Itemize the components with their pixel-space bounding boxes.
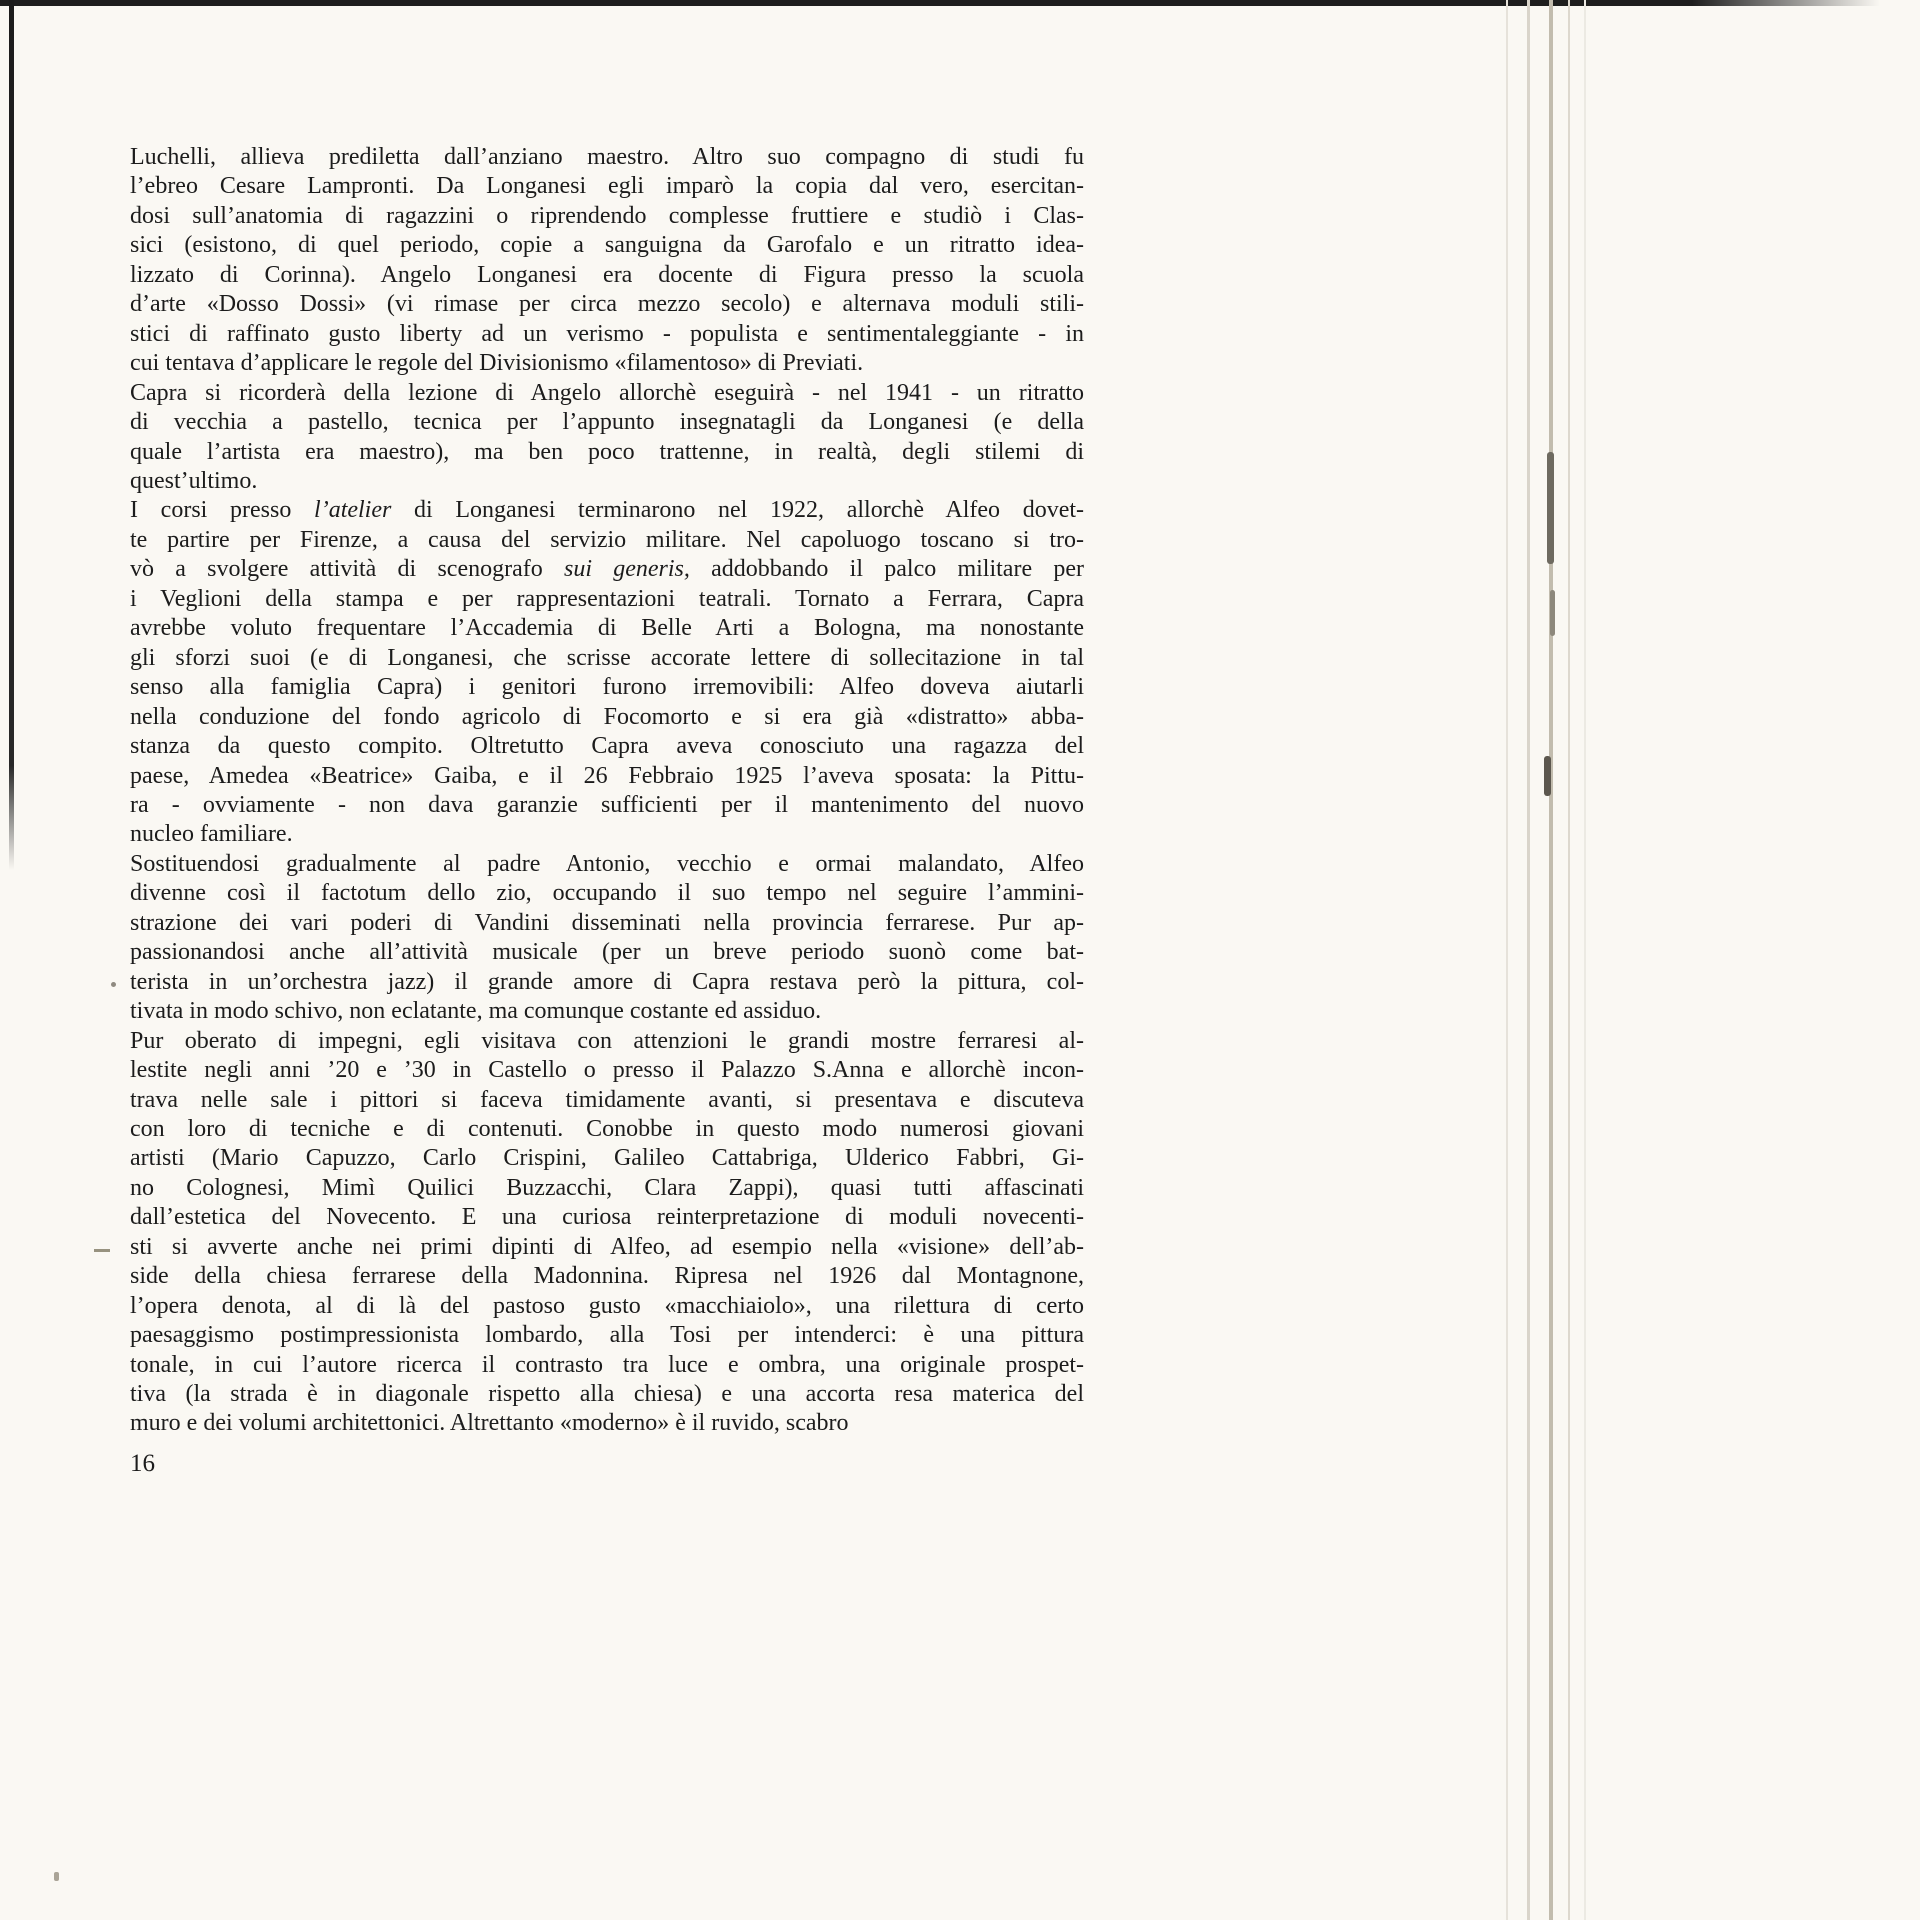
text-line: dall’estetica del Novecento. E una curiosa reinterpretazione di moduli novecenti-	[130, 1204, 1084, 1231]
text-line: side della chiesa ferrarese della Madonnina. Ripresa nel 1926 dal Montagnone,	[130, 1263, 1084, 1290]
text-line: no Colognesi, Mimì Quilici Buzzacchi, Clara Zappi), quasi tutti affascinati	[130, 1174, 1084, 1201]
text-line: muro e dei volumi architettonici. Altrettanto «moderno» è il ruvido, scabro	[130, 1410, 849, 1437]
text-line: strazione dei vari poderi di Vandini disseminati nella provincia ferrarese. Pur ap-	[130, 909, 1084, 936]
text-line: sici (esistono, di quel periodo, copie a sanguigna da Garofalo e un ritratto idea-	[130, 232, 1084, 259]
book-page-edge-line	[1527, 0, 1530, 1920]
book-page-edge-line	[1506, 0, 1508, 1920]
text-line: con loro di tecniche e di contenuti. Conobbe in questo modo numerosi giovani	[130, 1115, 1084, 1142]
text-line: cui tentava d’applicare le regole del Divisionismo «filamentoso» di Previati.	[130, 350, 864, 377]
text-line: I corsi presso l’atelier di Longanesi terminarono nel 1922, allorchè Alfeo dovet-	[130, 497, 1085, 524]
paragraph	[130, 379, 1084, 497]
text-line: avrebbe voluto frequentare l’Accademia di Belle Arti a Bologna, ma nonostante	[130, 615, 1084, 642]
text-line: l’ebreo Cesare Lampronti. Da Longanesi egli imparò la copia dal vero, esercitan-	[130, 173, 1084, 200]
text-line: terista in un’orchestra jazz) il grande amore di Capra restava però la pittura, col-	[130, 968, 1084, 995]
text-line: sti si avverte anche nei primi dipinti di Alfeo, ad esempio nella «visione» dell’ab-	[130, 1233, 1084, 1260]
scan-speck	[111, 982, 116, 987]
text-line: ra - ovviamente - non dava garanzie sufficienti per il mantenimento del nuovo	[130, 791, 1084, 818]
body-text	[130, 143, 1084, 1439]
text-line: quale l’artista era maestro), ma ben poco trattenne, in realtà, degli stilemi di	[130, 438, 1084, 465]
text-line: paesaggismo postimpressionista lombardo, alla Tosi per intenderci: è una pittura	[130, 1322, 1084, 1349]
text-line: Capra si ricorderà della lezione di Angelo allorchè eseguirà - nel 1941 - un ritratto	[130, 379, 1084, 406]
text-line: stanza da questo compito. Oltretutto Capra aveva conosciuto una ragazza del	[130, 733, 1084, 760]
paragraph	[130, 496, 1084, 849]
book-page-edge-line	[1584, 0, 1586, 1920]
text-line: paese, Amedea «Beatrice» Gaiba, e il 26 Febbraio 1925 l’aveva sposata: la Pittu-	[130, 762, 1084, 789]
text-line: Pur oberato di impegni, egli visitava con attenzioni le grandi mostre ferraresi al-	[130, 1027, 1084, 1054]
text-line: stici di raffinato gusto liberty ad un verismo - populista e sentimentaleggiante - in	[130, 320, 1084, 347]
text-line: vò a svolgere attività di scenografo sui generis, addobbando il palco militare per	[130, 556, 1084, 583]
text-line: d’arte «Dosso Dossi» (vi rimase per circa mezzo secolo) e alternava moduli stili-	[130, 291, 1084, 318]
book-page-edge-line	[1549, 0, 1553, 1920]
text-line: i Veglioni della stampa e per rappresentazioni teatrali. Tornato a Ferrara, Capra	[130, 585, 1084, 612]
text-line: tonale, in cui l’autore ricerca il contrasto tra luce e ombra, una originale prospet-	[130, 1351, 1084, 1378]
text-line: di vecchia a pastello, tecnica per l’appunto insegnatagli da Longanesi (e della	[130, 409, 1084, 436]
text-line: lizzato di Corinna). Angelo Longanesi era docente di Figura presso la scuola	[130, 261, 1084, 288]
text-line: nucleo familiare.	[130, 821, 293, 848]
text-line: nella conduzione del fondo agricolo di Focomorto e si era già «distratto» abba-	[130, 703, 1084, 730]
text-line: artisti (Mario Capuzzo, Carlo Crispini, Galileo Cattabriga, Ulderico Fabbri, Gi-	[130, 1145, 1084, 1172]
text-line: senso alla famiglia Capra) i genitori furono irremovibili: Alfeo doveva aiutarli	[130, 674, 1084, 701]
text-line: passionandosi anche all’attività musicale (per un breve periodo suonò come bat-	[130, 939, 1084, 966]
text-line: tiva (la strada è in diagonale rispetto alla chiesa) e una accorta resa materica del	[130, 1381, 1084, 1408]
text-line: dosi sull’anatomia di ragazzini o riprendendo complesse fruttiere e studiò i Clas-	[130, 202, 1084, 229]
page-edge-mark	[1547, 452, 1554, 564]
text-line: l’opera denota, al di là del pastoso gusto «macchiaiolo», una rilettura di certo	[130, 1292, 1084, 1319]
text-line: te partire per Firenze, a causa del servizio militare. Nel capoluogo toscano si tro-	[130, 526, 1084, 553]
text-line: Luchelli, allieva prediletta dall’anziano maestro. Altro suo compagno di studi fu	[130, 144, 1084, 170]
text-line: gli sforzi suoi (e di Longanesi, che scrisse accorate lettere di sollecitazione in tal	[130, 644, 1084, 671]
page-number: 16	[130, 1450, 155, 1477]
text-line: quest’ultimo.	[130, 467, 258, 494]
paragraph	[130, 1027, 1084, 1439]
text-line: lestite negli anni ’20 e ’30 in Castello o presso il Palazzo S.Anna e allorchè incon-	[130, 1057, 1084, 1084]
scan-edge-left	[9, 0, 14, 870]
page-edge-mark	[1544, 756, 1551, 796]
text-line: trava nelle sale i pittori si faceva timidamente avanti, si presentava e discuteva	[130, 1086, 1084, 1113]
scan-speck	[94, 1249, 110, 1252]
scan-speck	[54, 1872, 59, 1881]
paragraph	[130, 143, 1084, 379]
text-line: divenne così il factotum dello zio, occupando il suo tempo nel seguire l’ammini-	[130, 880, 1084, 907]
paragraph	[130, 850, 1084, 1027]
text-line: tivata in modo schivo, non eclatante, ma comunque costante ed assiduo.	[130, 998, 822, 1025]
page-edge-mark	[1550, 590, 1555, 636]
book-page-edge-line	[1568, 0, 1570, 1920]
scan-edge-top	[0, 0, 1880, 6]
text-line: Sostituendosi gradualmente al padre Antonio, vecchio e ormai malandato, Alfeo	[130, 850, 1084, 877]
